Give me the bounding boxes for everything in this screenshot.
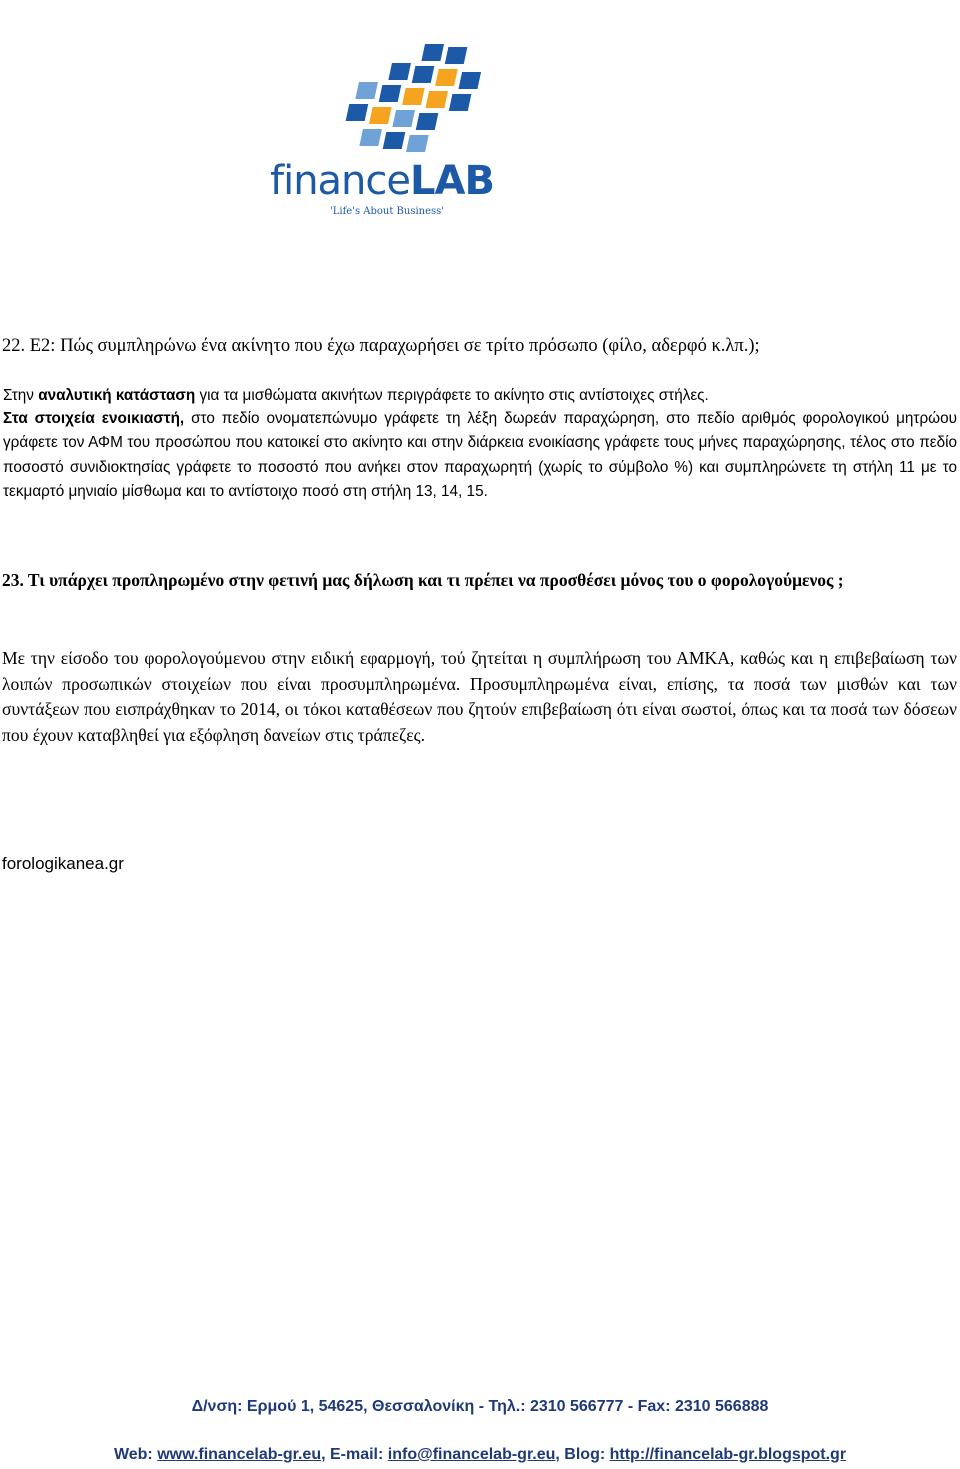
logo-tile <box>402 88 425 105</box>
q22-line1-pre: Στην <box>3 387 39 404</box>
logo-tile <box>412 66 435 83</box>
logo-word-finance: finance <box>270 158 411 204</box>
financelab-logo <box>270 30 530 220</box>
logo-wordmark <box>270 158 494 204</box>
question-22-paragraph <box>3 407 957 505</box>
logo-tile <box>383 132 406 149</box>
footer-web-link[interactable]: www.financelab-gr.eu <box>157 1446 322 1463</box>
logo-tile <box>388 63 411 80</box>
footer-email-link[interactable]: info@financelab-gr.eu <box>387 1446 556 1463</box>
q22-para-rest: στο πεδίο ονοματεπώνυμο γράφετε τη λέξη δωρεάν παραχώρηση, στο πεδίο αριθμός φορολογικού μητρώου γράφετε τον ΑΦΜ του προσώπου που κατοικεί στο ακίνητο και στην διάρκεια ενοικίασης γράφετε τους μήνες παραχώρησης, τέλος στο πεδίο ποσοστό συνιδιοκτησίας γράφετε το ποσοστό που ανήκει στον παραχωρητή (χωρίς το σύμβολο %) και συμπληρώνετε τη στήλη 11 με το τεκμαρτό μηνιαίο μίσθωμα και το αντίστοιχο ποσό στη στήλη 13, 14, 15. <box>3 410 957 501</box>
logo-tile <box>421 44 444 61</box>
logo-word-lab: LAB <box>410 158 494 204</box>
logo-tile <box>445 47 468 64</box>
logo-tile <box>425 91 448 108</box>
logo-tagline: 'Life's About Business' <box>330 206 445 217</box>
q22-line1-bold: αναλυτική κατάσταση <box>38 387 196 404</box>
logo-tiles-icon <box>330 30 520 160</box>
logo-tile <box>406 135 429 152</box>
logo-tile <box>355 82 378 99</box>
q22-line1-post: για τα μισθώματα ακινήτων περιγράφετε το ακίνητο στις αντίστοιχες στήλες. <box>195 387 709 404</box>
question-23-body: Με την είσοδο του φορολογούμενου στην ειδική εφαρμογή, τού ζητείται η συμπλήρωση του ΑΜΚΑ, καθώς και η επιβεβαίωση των λοιπών προσωπικών στοιχείων που είναι προσυμπληρωμένα. Προσυμπληρωμένα είναι, επίσης, τα ποσά των μισθών και των συντάξεων που εισπράχθηκαν το 2014, οι τόκοι καταθέσεων που ζητούν επιβεβαίωση ότι είναι σωστοί, όπως και τα ποσά των δόσεων που έχουν καταβληθεί για εξόφληση δανείων στις τράπεζες. <box>2 648 957 745</box>
question-22-line1 <box>3 384 957 408</box>
logo-tile <box>449 94 472 111</box>
question-23-title: 23. Τι υπάρχει προπληρωμένο στην φετινή μας δήλωση και τι πρέπει να προσθέσει μόνος του ο φορολογούμενος ; <box>2 570 844 590</box>
question-22-title: 22. Ε2: Πώς συμπληρώνω ένα ακίνητο που έχω παραχωρήσει σε τρίτο πρόσωπο (φίλο, αδερφό κ.λπ.); <box>2 336 760 356</box>
logo-tile <box>379 85 402 102</box>
logo-tile <box>346 104 369 121</box>
footer-blog-link[interactable]: http://financelab-gr.blogspot.gr <box>609 1446 847 1463</box>
logo-tile <box>359 129 382 146</box>
logo-tile <box>392 110 415 127</box>
footer-address: Δ/νση: Ερμού 1, 54625, Θεσσαλονίκη - Τηλ.: 2310 566777 - Fax: 2310 566888 <box>191 1398 769 1415</box>
footer-contacts <box>0 1446 960 1464</box>
logo-tile <box>369 107 392 124</box>
source-site: forologikanea.gr <box>2 854 124 873</box>
logo-tile <box>416 113 439 130</box>
footer-blog-label: , Blog: <box>555 1446 610 1463</box>
logo-tile <box>458 72 481 89</box>
footer-web-label: Web: <box>113 1446 158 1463</box>
footer-email-label: , E-mail: <box>321 1446 388 1463</box>
logo-tile <box>435 69 458 86</box>
q22-para-bold: Στα στοιχεία ενοικιαστή, <box>3 410 185 427</box>
